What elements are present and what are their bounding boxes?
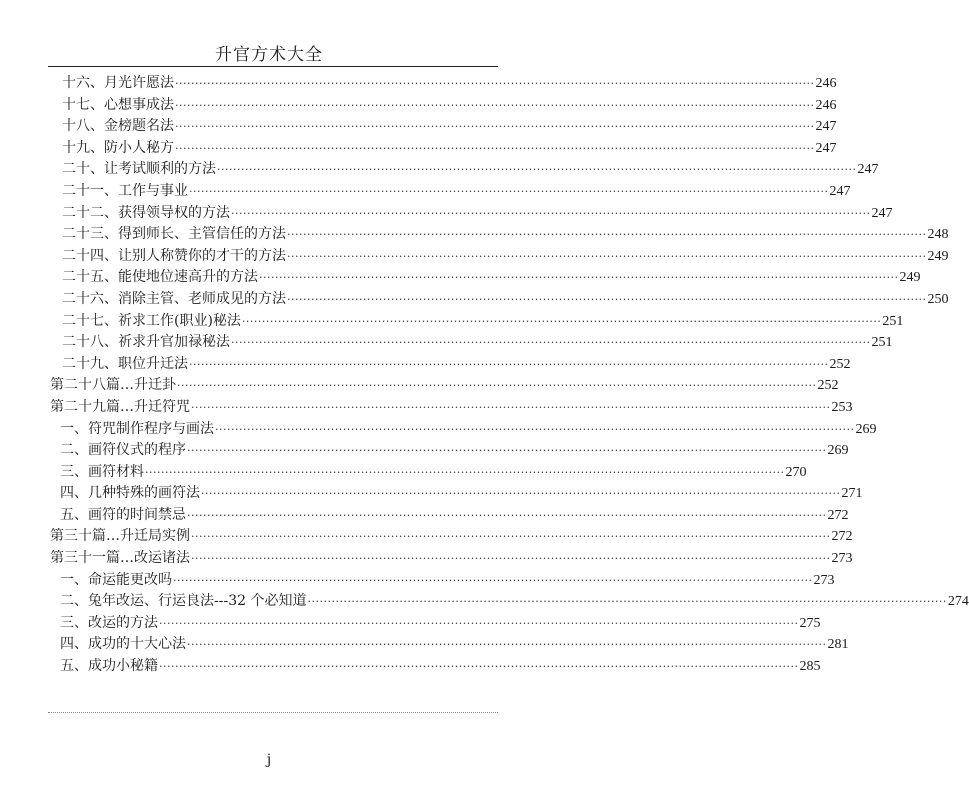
toc-entry (50, 181, 851, 203)
footer-page-number: j (266, 752, 272, 768)
dot-leader: ································································································································································ (189, 184, 829, 198)
toc-entry-page: 250 (927, 291, 949, 307)
dot-leader: ································································································································································ (287, 292, 927, 306)
toc-entry-page: 247 (871, 205, 893, 221)
toc-entry-title: 第二十九篇…升迁符咒 (50, 398, 190, 415)
toc-entry-page: 247 (815, 119, 837, 135)
toc-entry-title: 二十五、能使地位速高升的方法 (62, 269, 258, 286)
dot-leader: ································································································································································ (201, 487, 841, 501)
dot-leader: ································································································································································ (215, 422, 855, 436)
toc-entry-title: 二十三、得到师长、主管信任的方法 (62, 226, 286, 243)
toc-entry-page: 253 (831, 399, 853, 415)
toc-entry-page: 272 (831, 529, 853, 545)
toc-entry-page: 270 (785, 464, 807, 480)
footer-divider (48, 712, 498, 713)
toc-entry-title: 第三十一篇…改运诸法 (50, 550, 190, 567)
dot-leader: ································································································································································ (241, 314, 882, 328)
toc-entry (50, 116, 837, 138)
toc-entry-title: 五、成功小秘籍 (60, 658, 158, 675)
toc-entry (50, 246, 949, 268)
dot-leader: ································································································································································ (191, 530, 831, 544)
dot-leader: ································································································································································ (287, 228, 927, 242)
toc-entry (50, 462, 807, 484)
toc-entry-page: 281 (827, 637, 849, 653)
toc-entry-page: 269 (827, 443, 849, 459)
toc-entry (50, 483, 863, 505)
toc-entry (50, 440, 849, 462)
dot-leader: ································································································································································ (287, 249, 927, 263)
table-of-contents (50, 73, 969, 678)
toc-entry-title: 二十六、消除主管、老师成见的方法 (62, 290, 286, 307)
toc-entry (50, 224, 949, 246)
dot-leader: ································································································································································ (175, 120, 815, 134)
toc-entry-title: 第三十篇…升迁局实例 (50, 528, 190, 545)
toc-entry (50, 591, 969, 613)
toc-entry (50, 397, 853, 419)
dot-leader: ································································································································································ (187, 444, 827, 458)
toc-entry-page: 247 (857, 162, 879, 178)
dot-leader: ································································································································································ (145, 465, 785, 479)
toc-entry-title: 二十八、祈求升官加禄秘法 (62, 334, 230, 351)
toc-entry-title: 十八、金榜题名法 (62, 118, 174, 135)
toc-entry-page: 252 (829, 356, 851, 372)
toc-entry-page: 275 (799, 615, 821, 631)
dot-leader: ································································································································································ (191, 552, 831, 566)
toc-entry-page: 251 (871, 335, 893, 351)
dot-leader: ································································································································································ (231, 206, 871, 220)
toc-entry (50, 505, 849, 527)
toc-entry-title: 二、画符仪式的程序 (60, 442, 186, 459)
toc-entry-title: 十六、月光许愿法 (62, 75, 174, 91)
toc-entry-page: 285 (799, 659, 821, 675)
toc-entry (50, 95, 837, 117)
toc-entry-page: 272 (827, 507, 849, 523)
dot-leader: ································································································································································ (175, 98, 815, 112)
toc-entry-title: 二十七、祈求工作(职业)秘法 (62, 312, 241, 329)
toc-entry-title: 四、几种特殊的画符法 (60, 485, 200, 502)
toc-entry-page: 246 (815, 97, 837, 113)
toc-entry-title: 一、命运能更改吗 (60, 571, 172, 588)
header-divider (48, 66, 498, 67)
dot-leader: ································································································································································ (189, 357, 829, 371)
dot-leader: ································································································································································ (307, 595, 947, 609)
toc-entry-title: 第二十八篇…升迁卦 (50, 377, 176, 394)
page-title: 升官方术大全 (215, 45, 323, 65)
toc-entry-page: 249 (899, 270, 921, 286)
toc-entry-title: 四、成功的十大心法 (60, 636, 186, 653)
toc-entry (50, 419, 877, 441)
toc-entry-title: 二十四、让别人称赞你的才干的方法 (62, 247, 286, 264)
toc-entry-page: 247 (829, 183, 851, 199)
toc-entry-page: 251 (882, 313, 904, 329)
dot-leader: ································································································································································ (175, 77, 815, 90)
toc-entry (50, 311, 904, 333)
toc-entry-page: 273 (813, 572, 835, 588)
toc-entry-page: 271 (841, 486, 863, 502)
toc-entry-page: 246 (815, 76, 837, 91)
dot-leader: ································································································································································ (159, 616, 799, 630)
toc-entry-page: 252 (817, 378, 839, 394)
toc-entry (50, 138, 837, 160)
toc-entry (50, 526, 853, 548)
toc-entry (50, 613, 821, 635)
toc-entry-title: 二、兔年改运、行运良法---32 个必知道 (60, 593, 307, 610)
dot-leader: ································································································································································ (217, 163, 857, 177)
toc-entry-title: 二十九、职位升迁法 (62, 355, 188, 372)
toc-entry (50, 634, 849, 656)
toc-entry (50, 159, 879, 181)
toc-entry-page: 273 (831, 551, 853, 567)
toc-entry (50, 548, 853, 570)
toc-entry-title: 二十、让考试顺利的方法 (62, 161, 216, 178)
toc-entry-title: 二十二、获得领导权的方法 (62, 204, 230, 221)
toc-entry-title: 二十一、工作与事业 (62, 182, 188, 199)
toc-entry-title: 十七、心想事成法 (62, 96, 174, 113)
dot-leader: ································································································································································ (159, 660, 799, 674)
dot-leader: ································································································································································ (187, 638, 827, 652)
toc-entry-page: 248 (927, 227, 949, 243)
toc-entry (50, 375, 839, 397)
toc-entry-page: 249 (927, 248, 949, 264)
toc-entry-title: 十九、防小人秘方 (62, 139, 174, 156)
dot-leader: ································································································································································ (187, 508, 827, 522)
toc-entry-title: 三、改运的方法 (60, 614, 158, 631)
toc-entry (50, 332, 893, 354)
dot-leader: ································································································································································ (191, 400, 831, 414)
toc-entry-page: 247 (815, 140, 837, 156)
toc-entry-title: 三、画符材料 (60, 463, 144, 480)
toc-entry (50, 267, 921, 289)
dot-leader: ································································································································································ (177, 379, 817, 393)
dot-leader: ································································································································································ (173, 573, 813, 587)
toc-entry (50, 656, 821, 678)
toc-entry-title: 一、符咒制作程序与画法 (60, 420, 214, 437)
toc-entry (50, 570, 835, 592)
toc-entry (50, 289, 949, 311)
dot-leader: ································································································································································ (231, 336, 871, 350)
toc-entry (50, 354, 851, 376)
toc-entry-page: 274 (947, 594, 969, 610)
dot-leader: ································································································································································ (175, 141, 815, 155)
dot-leader: ································································································································································ (259, 271, 899, 285)
toc-entry-page: 269 (855, 421, 877, 437)
toc-entry (50, 203, 893, 225)
toc-entry (50, 73, 837, 95)
toc-entry-title: 五、画符的时间禁忌 (60, 506, 186, 523)
